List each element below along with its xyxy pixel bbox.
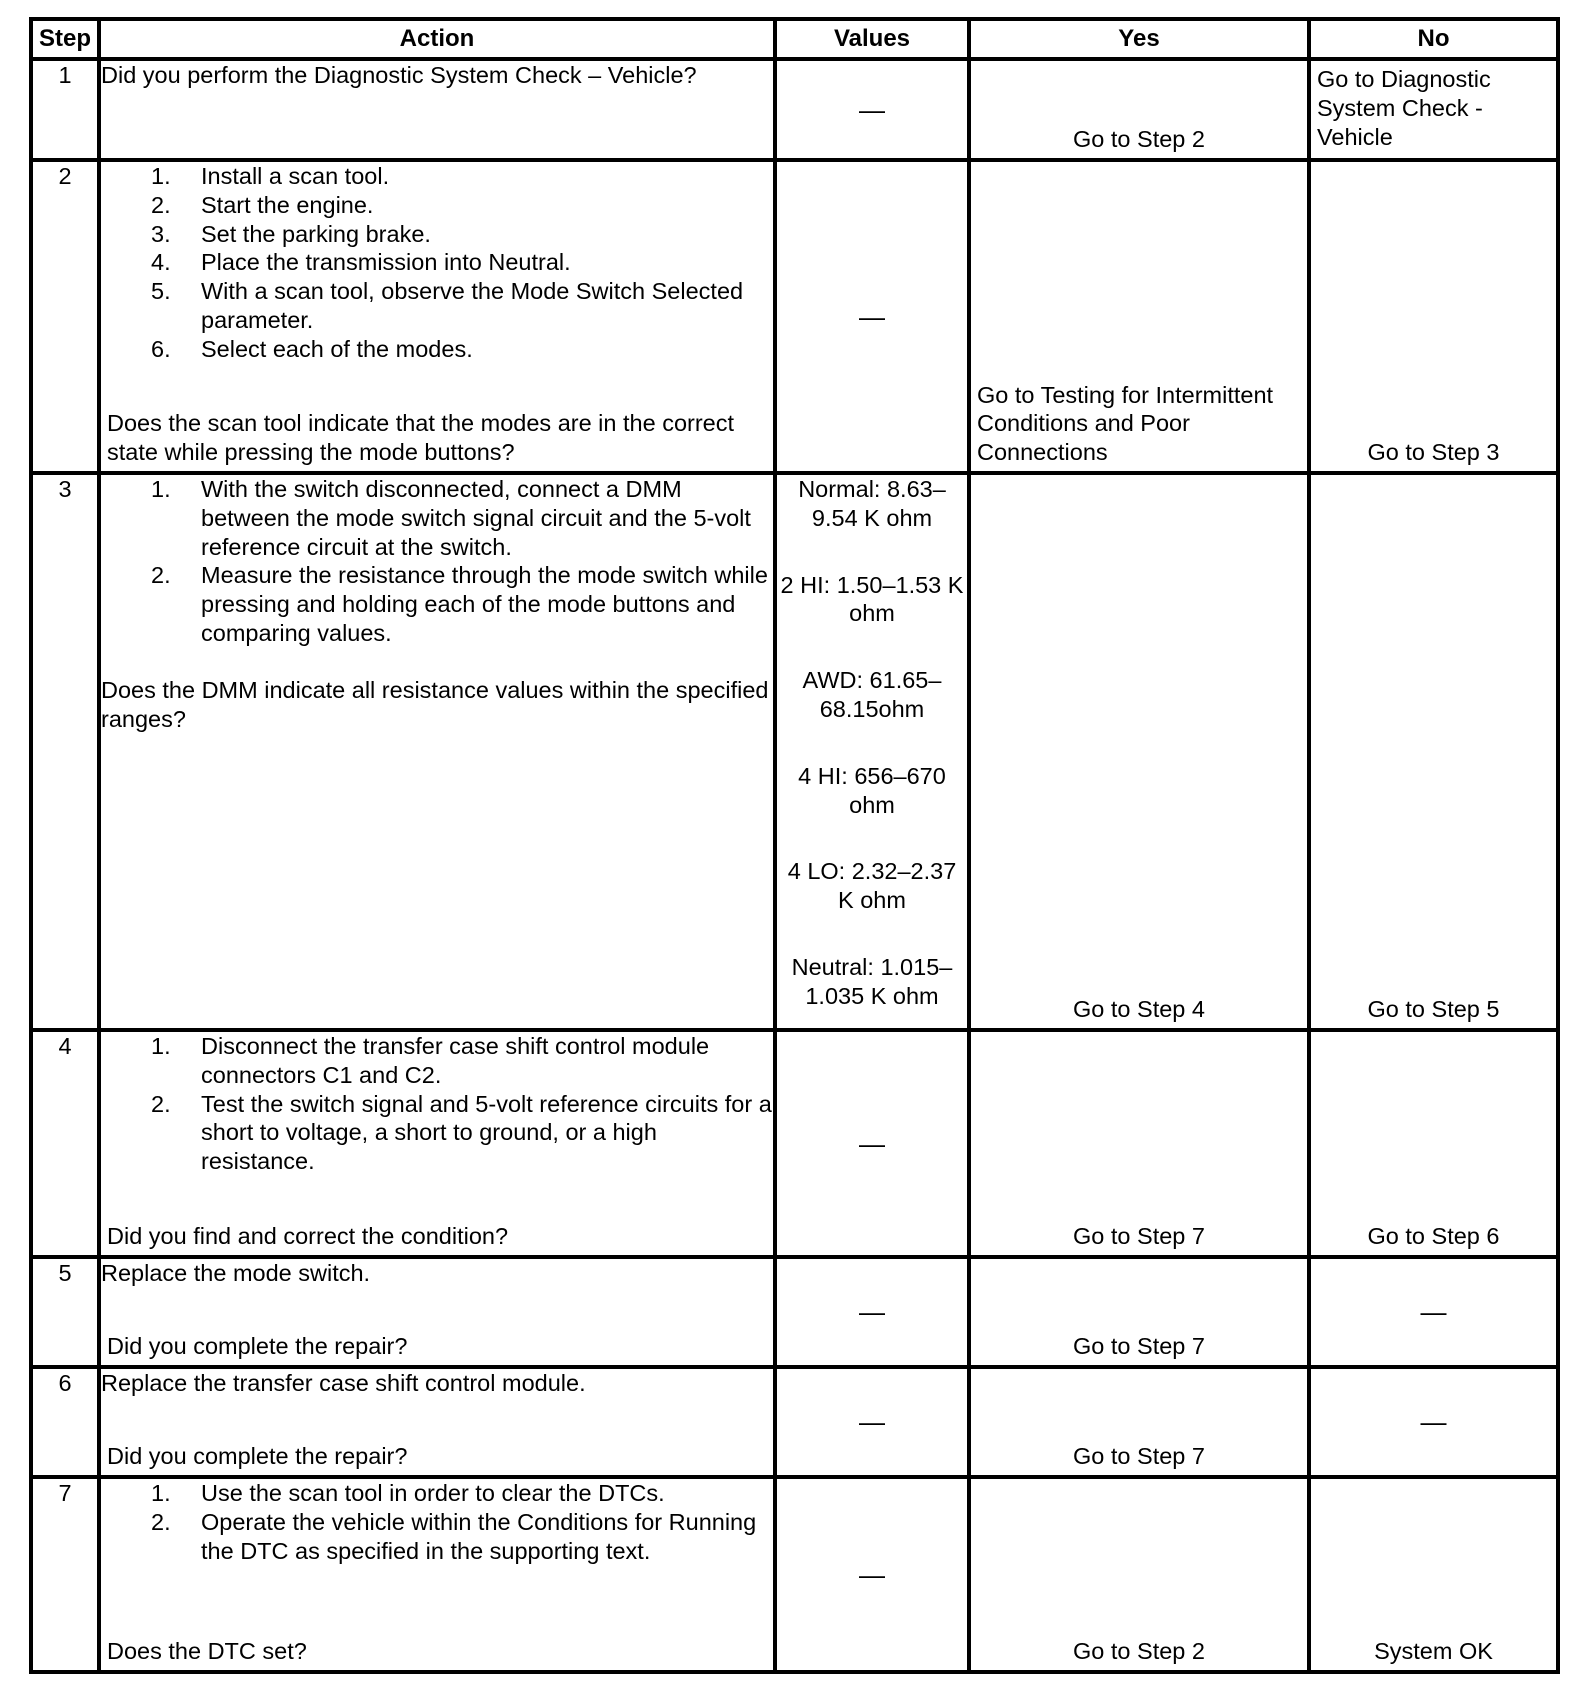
action-steps (101, 1032, 773, 1176)
table-row (31, 59, 1558, 160)
action-cell (99, 1477, 775, 1672)
no-text: Go to Step 6 (1367, 1223, 1500, 1250)
values-cell (775, 1030, 969, 1257)
action-question: Did you find and correct the condition? (107, 1223, 509, 1250)
action-steps (101, 1479, 773, 1565)
values-text: — (859, 1128, 885, 1159)
action-step: 1. Disconnect the transfer case shift control module connectors C1 and C2. (151, 1033, 710, 1088)
action-question: Did you complete the repair? (107, 1443, 408, 1470)
table-row (31, 1367, 1558, 1477)
values-cell (775, 59, 969, 160)
yes-text: Go to Step 7 (1073, 1443, 1205, 1470)
header-step: Step (31, 19, 99, 59)
action-step: 1. Install a scan tool. (151, 163, 390, 189)
action-steps (101, 475, 773, 648)
action-question: Does the scan tool indicate that the modes are in the correct state while pressing the mode buttons? (107, 410, 735, 466)
table-row (31, 473, 1558, 1030)
yes-cell (969, 160, 1309, 473)
action-question: Does the DTC set? (107, 1638, 307, 1665)
values-text: — (859, 1296, 885, 1327)
header-no: No (1309, 19, 1558, 59)
yes-text: Go to Step 4 (1073, 996, 1205, 1023)
value-range: AWD: 61.65–68.15ohm (802, 667, 942, 722)
no-cell (1309, 1477, 1558, 1672)
no-cell (1309, 59, 1558, 160)
value-range: Neutral: 1.015–1.035 K ohm (791, 953, 953, 1009)
header-action: Action (99, 19, 775, 59)
action-cell (99, 473, 775, 1030)
action-text: Replace the transfer case shift control module. (101, 1370, 586, 1396)
action-text: Did you perform the Diagnostic System Check – Vehicle? (101, 62, 697, 88)
yes-text: Go to Step 7 (1073, 1333, 1205, 1360)
no-text: Go to Step 5 (1367, 996, 1500, 1023)
action-steps (101, 162, 773, 364)
no-text: — (1420, 1296, 1447, 1327)
yes-text: Go to Step 7 (1073, 1223, 1205, 1250)
values-cell (775, 160, 969, 473)
yes-text: Go to Testing for Intermittent Conditions and Poor Connections (977, 381, 1274, 466)
action-step: 6. Select each of the modes. (151, 335, 473, 362)
step-number: 5 (31, 1257, 99, 1367)
action-cell (99, 1257, 775, 1367)
value-range: 4 HI: 656–670 ohm (798, 762, 946, 818)
action-step: 2. Measure the resistance through the mode switch while pressing and holding each of the mode buttons and comparing values. (151, 562, 768, 646)
step-number: 4 (31, 1030, 99, 1257)
step-number: 3 (31, 473, 99, 1030)
yes-cell (969, 59, 1309, 160)
values-cell (775, 1477, 969, 1672)
action-step: 3. Set the parking brake. (151, 220, 431, 247)
action-step: 1. Use the scan tool in order to clear the DTCs. (151, 1480, 665, 1506)
values-list (777, 475, 967, 1011)
action-text: Replace the mode switch. (101, 1260, 371, 1286)
value-range: 2 HI: 1.50–1.53 K ohm (780, 571, 964, 627)
action-step: 5. With a scan tool, observe the Mode Switch Selected parameter. (151, 278, 744, 333)
no-cell (1309, 1367, 1558, 1477)
yes-text: Go to Step 2 (1073, 126, 1205, 153)
table-row (31, 160, 1558, 473)
no-text: — (1420, 1406, 1447, 1437)
action-question: Does the DMM indicate all resistance values within the specified ranges? (101, 676, 769, 732)
action-question: Did you complete the repair? (107, 1333, 408, 1360)
no-text: Go to Step 3 (1367, 439, 1500, 466)
yes-cell (969, 1030, 1309, 1257)
step-number: 2 (31, 160, 99, 473)
values-text: — (859, 94, 885, 125)
table-row (31, 1030, 1558, 1257)
step-number: 6 (31, 1367, 99, 1477)
values-cell (775, 473, 969, 1030)
yes-cell (969, 1367, 1309, 1477)
no-text: System OK (1374, 1638, 1493, 1665)
step-number: 7 (31, 1477, 99, 1672)
no-cell (1309, 1257, 1558, 1367)
no-cell (1309, 473, 1558, 1030)
value-range: 4 LO: 2.32–2.37 K ohm (787, 858, 957, 914)
action-step: 2. Start the engine. (151, 191, 374, 218)
yes-cell (969, 1257, 1309, 1367)
table-row (31, 1477, 1558, 1672)
value-range: Normal: 8.63–9.54 K ohm (798, 476, 946, 531)
values-text: — (859, 301, 885, 332)
action-cell (99, 160, 775, 473)
values-text: — (859, 1406, 885, 1437)
step-number: 1 (31, 59, 99, 160)
table-row (31, 1257, 1558, 1367)
header-values: Values (775, 19, 969, 59)
no-text: Go to Diagnostic System Check - Vehicle (1317, 66, 1491, 150)
no-cell (1309, 1030, 1558, 1257)
header-yes: Yes (969, 19, 1309, 59)
action-step: 4. Place the transmission into Neutral. (151, 249, 571, 276)
action-step: 2. Operate the vehicle within the Conditions for Running the DTC as specified in the supporting text. (151, 1508, 757, 1564)
yes-text: Go to Step 2 (1073, 1638, 1205, 1665)
values-text: — (859, 1559, 885, 1590)
header-row (31, 19, 1558, 59)
values-cell (775, 1367, 969, 1477)
diagnostic-table (29, 17, 1560, 1674)
action-cell (99, 59, 775, 160)
no-cell (1309, 160, 1558, 473)
yes-cell (969, 1477, 1309, 1672)
action-cell (99, 1030, 775, 1257)
action-step: 2. Test the switch signal and 5-volt reference circuits for a short to voltage, a short to ground, or a high resistance. (151, 1090, 772, 1175)
yes-cell (969, 473, 1309, 1030)
action-step: 1. With the switch disconnected, connect a DMM between the mode switch signal circuit and the 5-volt reference circuit at the switch. (151, 476, 751, 560)
values-cell (775, 1257, 969, 1367)
action-cell (99, 1367, 775, 1477)
